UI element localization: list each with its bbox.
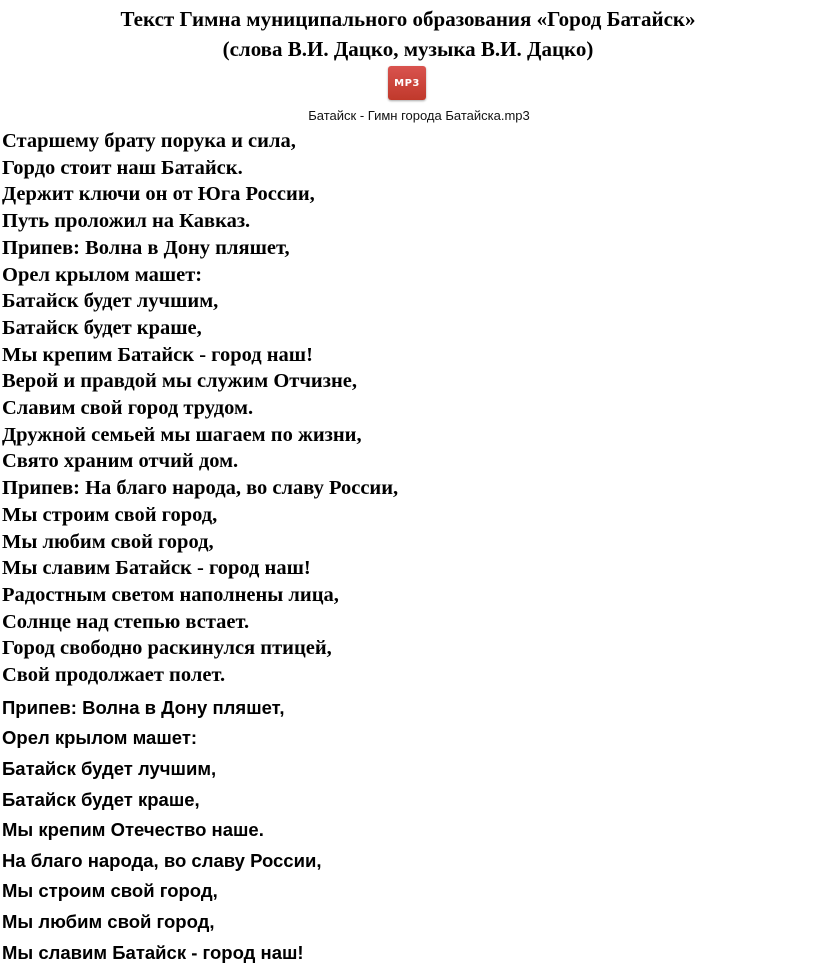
lyric-line: Орел крылом машет: bbox=[2, 263, 203, 286]
lyric-line: Гордо стоит наш Батайск. bbox=[2, 156, 243, 179]
lyrics-block-serif bbox=[0, 128, 816, 689]
lyric-line: Батайск будет лучшим, bbox=[2, 757, 217, 779]
lyric-line: Мы крепим Батайск - город наш! bbox=[2, 343, 313, 366]
mp3-attachment[interactable] bbox=[0, 64, 816, 124]
lyric-line: Город свободно раскинулся птицей, bbox=[2, 637, 332, 660]
lyric-line: Мы любим свой город, bbox=[2, 530, 214, 553]
lyric-line: Батайск будет краше, bbox=[2, 316, 202, 339]
title-line-1: Текст Гимна муниципального образования «Город Батайск» bbox=[120, 7, 696, 31]
lyric-line: Славим свой город трудом. bbox=[2, 397, 254, 420]
lyric-line: Орел крылом машет: bbox=[2, 727, 198, 749]
lyric-line: На благо народа, во славу России, bbox=[2, 849, 322, 871]
lyric-line: Мы строим свой город, bbox=[2, 503, 218, 526]
lyric-line: Свято храним отчий дом. bbox=[2, 450, 239, 473]
lyrics-block-sans bbox=[0, 693, 816, 968]
lyric-line: Мы строим свой город, bbox=[2, 880, 218, 902]
lyric-line: Мы славим Батайск - город наш! bbox=[2, 941, 304, 963]
mp3-filename[interactable]: Батайск - Гимн города Батайска.mp3 bbox=[308, 108, 530, 123]
lyric-line: Держит ключи он от Юга России, bbox=[2, 183, 315, 206]
title-line-2: (слова В.И. Дацко, музыка В.И. Дацко) bbox=[222, 37, 594, 61]
lyric-line: Солнце над степью встает. bbox=[2, 610, 250, 633]
lyric-line: Припев: Волна в Дону пляшет, bbox=[2, 696, 285, 718]
lyric-line: Дружной семьей мы шагаем по жизни, bbox=[2, 423, 362, 446]
lyric-line: Мы славим Батайск - город наш! bbox=[2, 557, 311, 580]
lyric-line: Радостным светом наполнены лица, bbox=[2, 583, 339, 606]
lyric-line: Припев: Волна в Дону пляшет, bbox=[2, 236, 290, 259]
lyric-line: Батайск будет лучшим, bbox=[2, 290, 219, 313]
document-title bbox=[0, 0, 816, 64]
lyric-line: Припев: На благо народа, во славу России, bbox=[2, 477, 399, 500]
lyric-line: Верой и правдой мы служим Отчизне, bbox=[2, 370, 357, 393]
lyric-line: Мы любим свой город, bbox=[2, 910, 215, 932]
lyric-line: Батайск будет краше, bbox=[2, 788, 200, 810]
lyric-line: Старшему брату порука и сила, bbox=[2, 130, 296, 152]
lyric-line: Свой продолжает полет. bbox=[2, 664, 226, 687]
lyric-line: Путь проложил на Кавказ. bbox=[2, 210, 251, 233]
mp3-file-icon[interactable]: MP3 bbox=[388, 66, 426, 100]
lyric-line: Мы крепим Отечество наше. bbox=[2, 819, 264, 841]
